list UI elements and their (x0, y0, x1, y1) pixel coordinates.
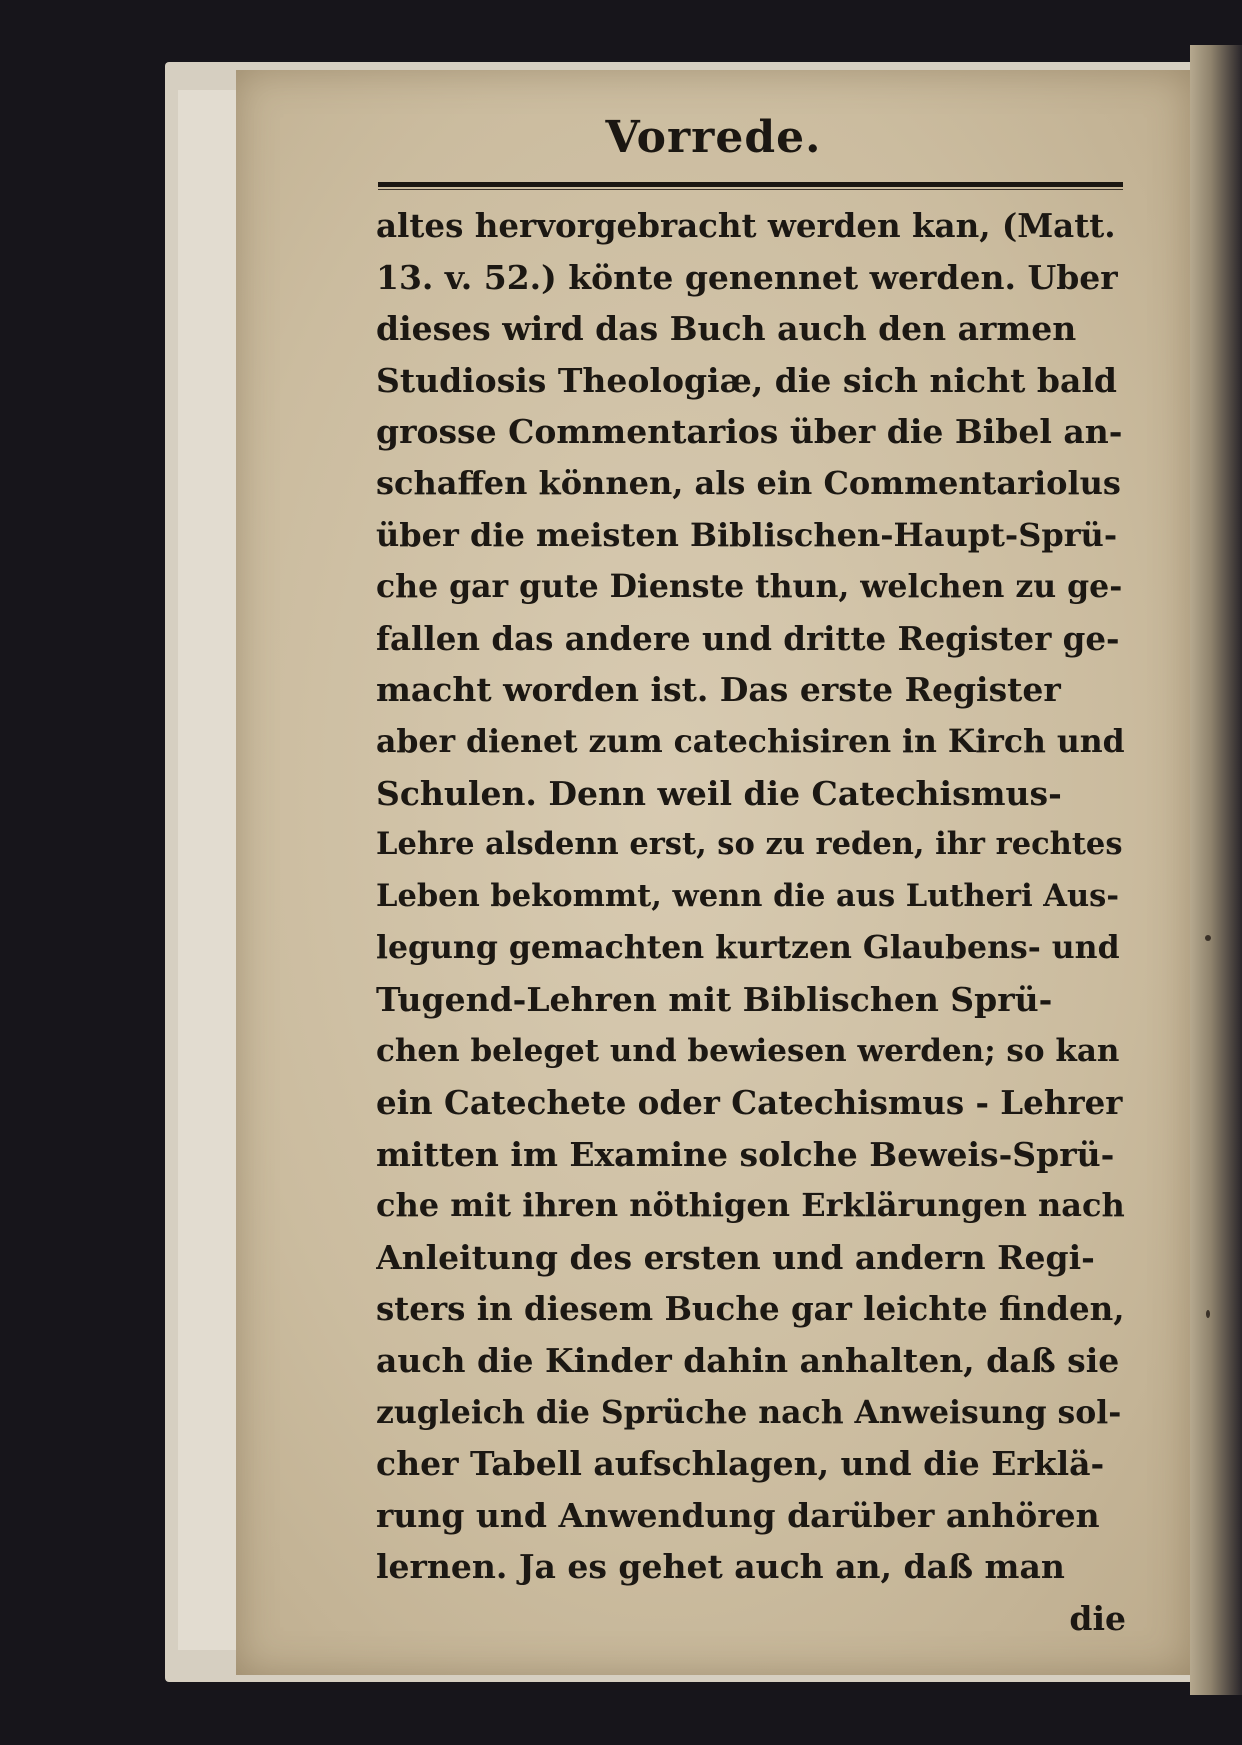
text-line: Leben bekommt, wenn die aus Lutheri Aus- (376, 877, 1119, 914)
text-line: Tugend-Lehren mit Biblischen Sprü- (376, 979, 1053, 1019)
text-line: über die meisten Biblischen-Haupt-Sprü- (376, 515, 1118, 554)
text-line: che mit ihren nöthigen Erklärungen nach (376, 1186, 1125, 1225)
text-line: chen beleget und bewiesen werden; so kan (376, 1032, 1120, 1069)
text-line: cher Tabell aufschlagen, und die Erklä- (376, 1444, 1105, 1484)
page-mark (1206, 1310, 1210, 1318)
page-mark (1205, 935, 1211, 941)
text-line: schaffen können, als ein Commentariolus (376, 463, 1121, 502)
text-line: rung und Anwendung darüber anhören (376, 1495, 1100, 1535)
text-line: lernen. Ja es gehet auch an, daß man (376, 1547, 1065, 1587)
header-rule-thin (378, 189, 1123, 190)
text-line: macht worden ist. Das erste Register (376, 670, 1061, 710)
text-line: aber dienet zum catechisiren in Kirch und (376, 722, 1125, 760)
text-line: 13. v. 52.) könte genennet werden. Uber (376, 257, 1118, 297)
text-line: dieses wird das Buch auch den armen (376, 309, 1077, 349)
running-header: Vorrede. (605, 112, 822, 163)
text-line: zugleich die Sprüche nach Anweisung sol- (376, 1393, 1122, 1431)
text-line: Studiosis Theologiæ, die sich nicht bald (376, 360, 1117, 400)
body-text (376, 200, 1126, 1645)
book-gutter (1190, 45, 1242, 1695)
text-line: Anleitung des ersten und andern Regi- (376, 1237, 1095, 1277)
text-line: Schulen. Denn weil die Catechismus- (376, 773, 1062, 813)
text-line: legung gemachten kurtzen Glaubens- und (376, 929, 1120, 967)
text-line: altes hervorgebracht werden kan, (Matt. (376, 206, 1116, 245)
text-line: fallen das andere und dritte Register ge- (376, 618, 1120, 658)
header-rule (378, 182, 1123, 187)
catchword: die (1069, 1599, 1126, 1639)
text-line: ein Catechete oder Catechismus - Lehrer (376, 1083, 1123, 1123)
text-line: Lehre alsdenn erst, so zu reden, ihr rechtes (376, 826, 1123, 863)
text-line: che gar gute Dienste thun, welchen zu ge- (376, 568, 1123, 606)
text-line: mitten im Examine solche Beweis-Sprü- (376, 1134, 1115, 1174)
page-edges (178, 90, 238, 1650)
text-line: auch die Kinder dahin anhalten, daß sie (376, 1341, 1120, 1381)
text-line: grosse Commentarios über die Bibel an- (376, 412, 1123, 452)
text-line: sters in diesem Buche gar leichte finden, (376, 1289, 1125, 1329)
